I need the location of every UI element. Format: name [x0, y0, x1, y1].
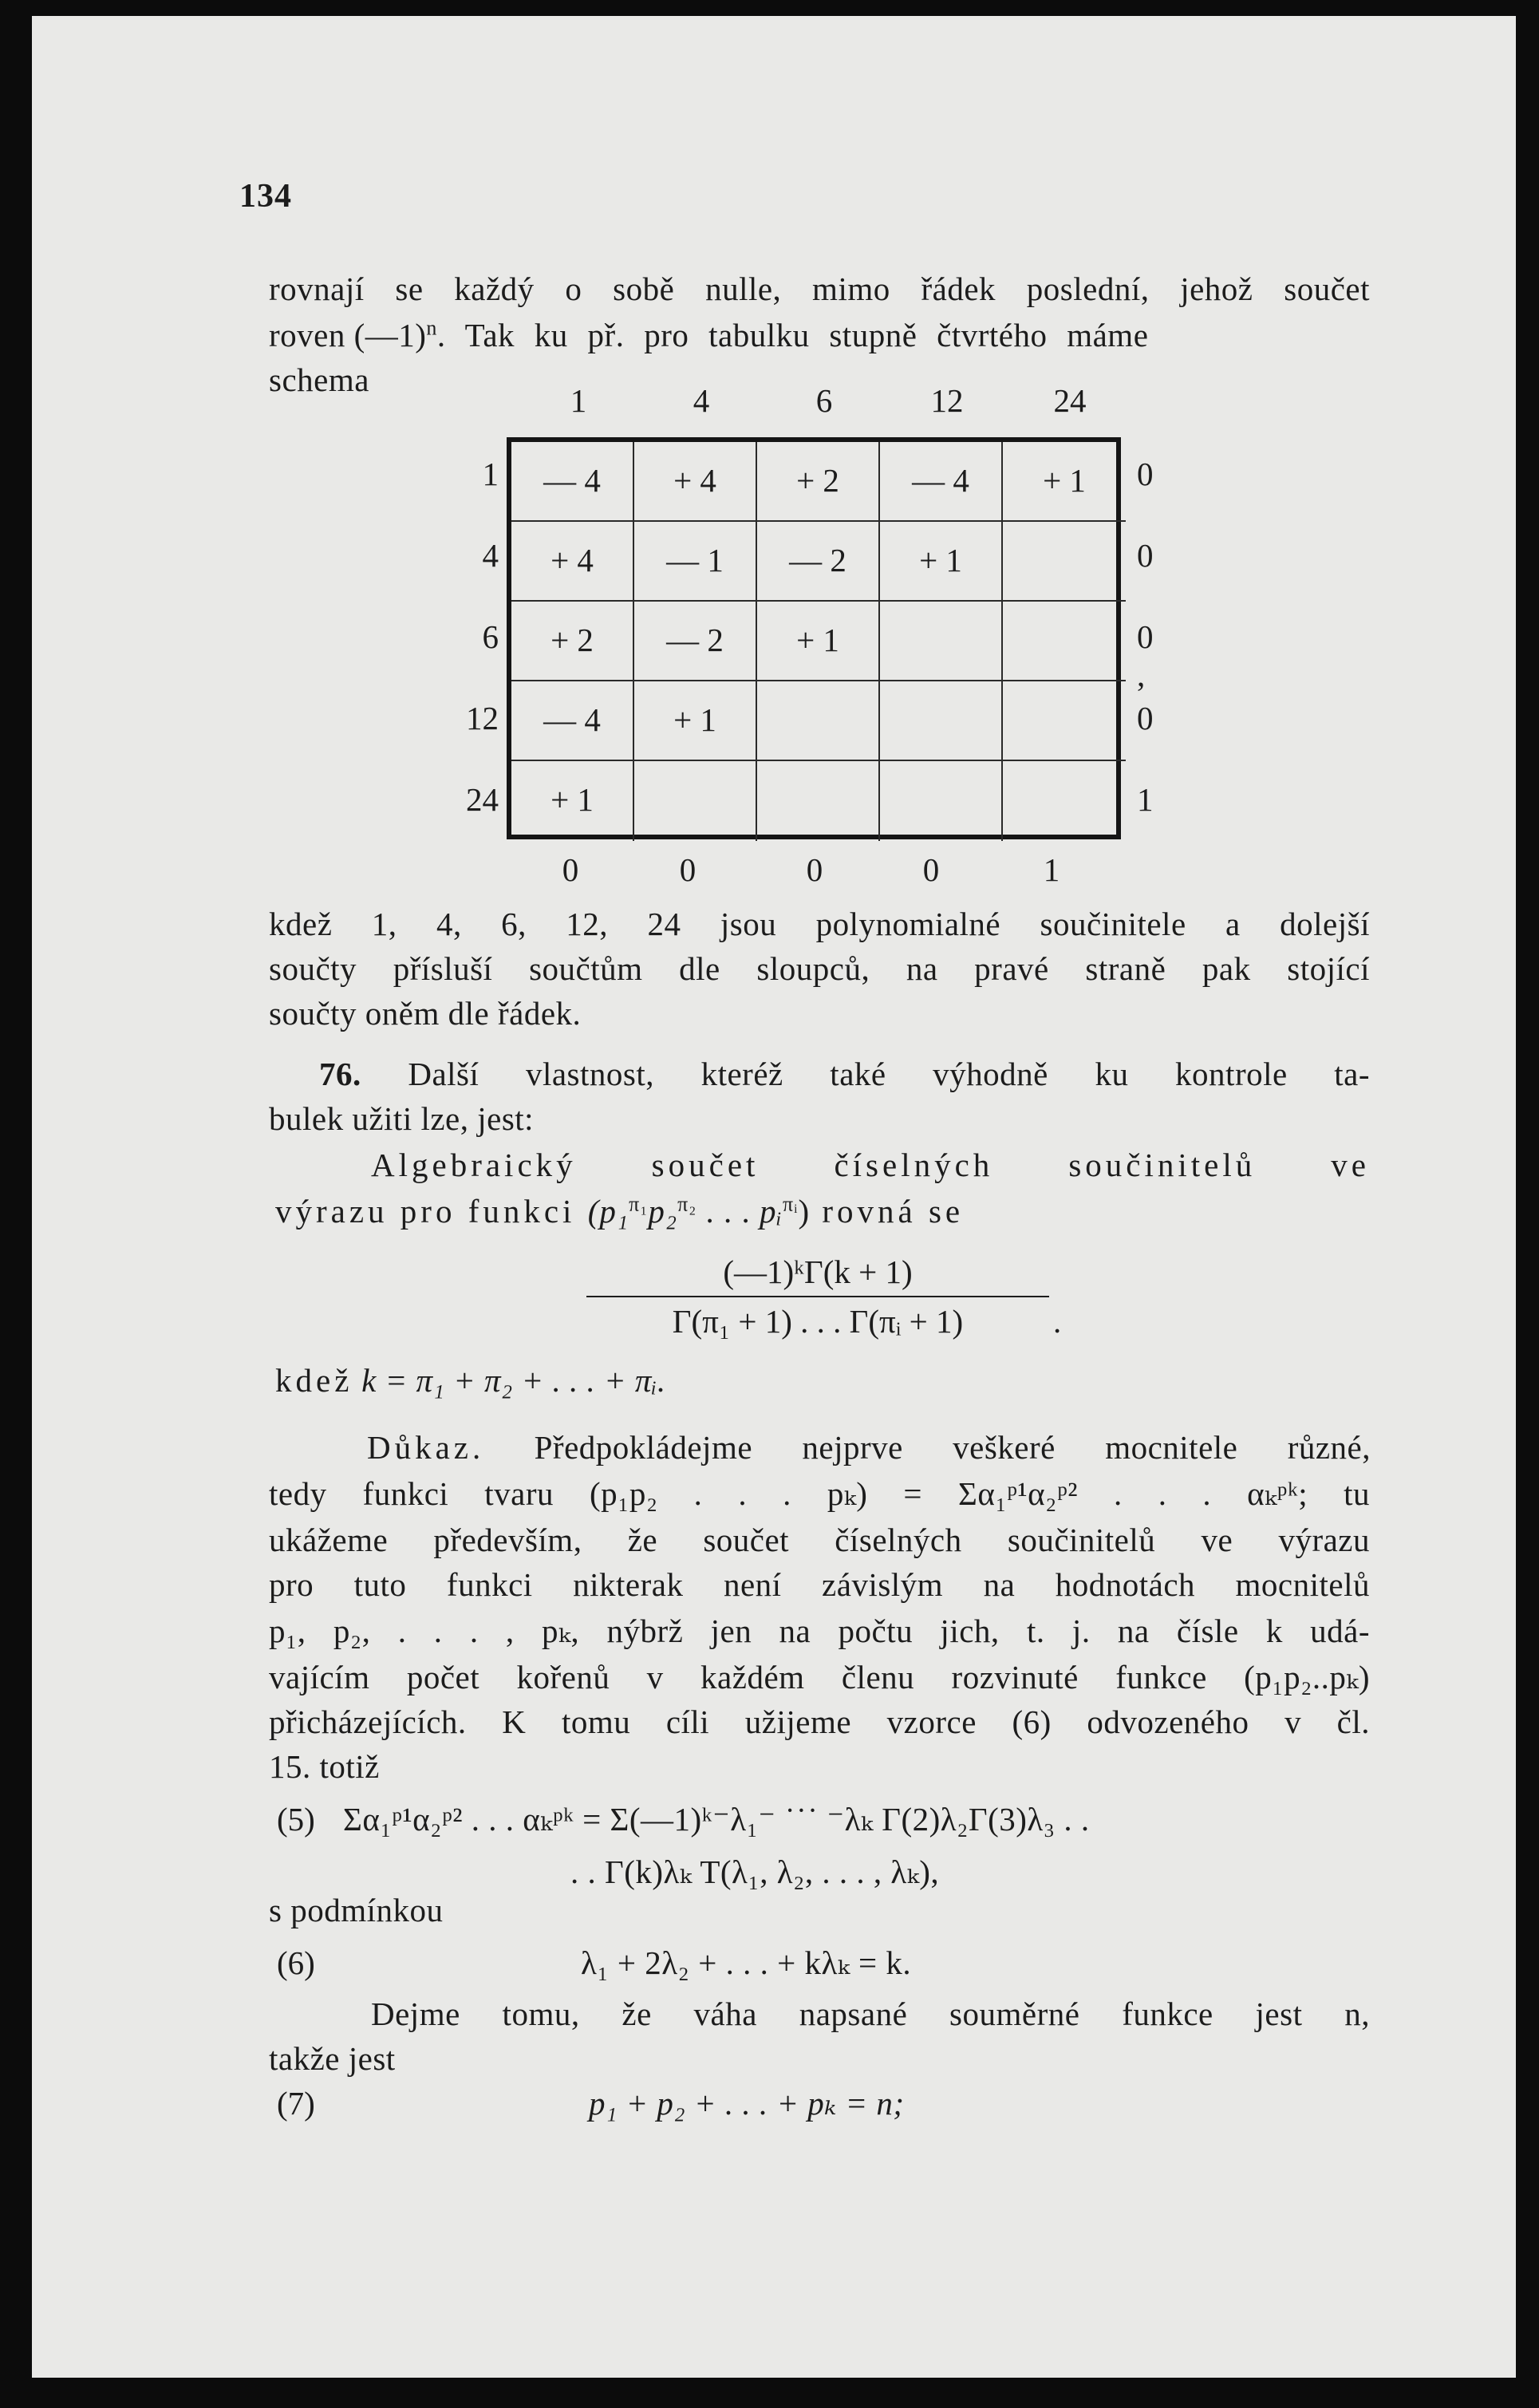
column-sum: 0: [679, 851, 696, 888]
grid-cell: [634, 761, 757, 841]
section-76-line-1: [319, 1055, 1370, 1093]
row-header: 4: [482, 537, 499, 574]
grid-cell: + 1: [757, 602, 880, 681]
proof-line-1: [367, 1428, 1371, 1467]
coefficient-sum-fraction: [586, 1253, 1049, 1340]
equation-7-label: (7): [277, 2085, 315, 2122]
equation-6: λ₁ + 2λ₂ + . . . + kλₖ = k.: [581, 1944, 912, 1981]
proof-line-3: ukážeme především, že součet číselných součinitelů ve výrazu: [269, 1522, 1370, 1558]
grid-cell: — 2: [757, 522, 880, 602]
proof-line-7: přicházejících. K tomu cíli užijeme vzorce (6) odvozeného v čl.: [269, 1703, 1370, 1740]
kdez-line: [275, 1361, 666, 1399]
section-number: 76.: [319, 1056, 361, 1092]
column-header: 6: [815, 382, 833, 419]
column-header: 24: [1053, 382, 1087, 419]
theorem-line-2-end: rovná se: [822, 1193, 965, 1230]
row-header: 24: [466, 781, 499, 818]
grid-cell: + 1: [880, 522, 1003, 602]
kdez-label: kdež: [275, 1362, 353, 1399]
equation-5-line-2: . . Γ(k)λₖ T(λ₁, λ₂, . . . , λₖ),: [570, 1853, 940, 1890]
equation-5-label: (5): [277, 1801, 315, 1838]
column-header: 4: [693, 382, 710, 419]
grid-cell: + 1: [1003, 442, 1126, 522]
row-sum: 0 ,: [1137, 618, 1154, 693]
proof-line-8: 15. totiž: [269, 1748, 380, 1785]
dejme-line-1: Dejme tomu, že váha napsané souměrné funkce jest n,: [371, 1995, 1370, 2032]
theorem-line-2-text: výrazu pro funkci: [275, 1193, 576, 1230]
equation-5-line-1: Σα₁ᵖ¹α₂ᵖ² . . . αₖᵖᵏ = Σ(—1)ᵏ⁻λ₁⁻ ˙˙˙ ⁻λₖ Γ(2)λ₂Γ(3)λ₃ . .: [343, 1801, 1090, 1838]
explanation-line-3: součty oněm dle řádek.: [269, 995, 582, 1032]
grid-cell: — 1: [634, 522, 757, 602]
column-sum: 0: [806, 851, 823, 888]
function-expression-start: (p₁: [587, 1193, 629, 1230]
equation-6-label: (6): [277, 1944, 315, 1981]
fraction-period: .: [1053, 1303, 1062, 1340]
grid-cell: [880, 761, 1003, 841]
proof-line-6: vajícím počet kořenů v každém členu rozvinuté funkce (p₁p₂..pₖ): [269, 1659, 1370, 1695]
section-text: Další vlastnost, kteréž také výhodně ku kontrole ta-: [408, 1056, 1371, 1092]
grid-cell: — 4: [511, 442, 634, 522]
grid-cell: + 1: [634, 681, 757, 761]
column-header: 12: [930, 382, 964, 419]
row-header: 1: [482, 456, 499, 492]
column-sum: 1: [1043, 851, 1060, 888]
grid-cell: [880, 681, 1003, 761]
intro-line-2a: roven (—1): [269, 317, 427, 353]
row-sum: 0: [1137, 456, 1154, 492]
explanation-line-2: součty přísluší součtům dle sloupců, na pravé straně pak stojící: [269, 950, 1370, 987]
intro-line-2: [269, 316, 1370, 354]
column-sum: 0: [922, 851, 940, 888]
row-sum: 0: [1137, 537, 1154, 574]
row-header: 6: [482, 618, 499, 655]
column-sum: 0: [562, 851, 579, 888]
grid-cell: + 2: [511, 602, 634, 681]
intro-line-2b: . Tak ku př. pro tabulku stupně čtvrtého máme: [436, 317, 1149, 353]
row-sum: 1: [1137, 781, 1154, 818]
proof-text: Předpokládejme nejprve veškeré mocnitele různé,: [534, 1429, 1371, 1466]
grid-cell: — 4: [880, 442, 1003, 522]
grid-cell: — 4: [511, 681, 634, 761]
explanation-line-1: kdež 1, 4, 6, 12, 24 jsou polynomialné součinitele a dolejší: [269, 906, 1370, 942]
grid-cell: [1003, 522, 1126, 602]
row-sum: 0: [1137, 700, 1154, 736]
proof-label: Důkaz.: [367, 1429, 485, 1466]
grid-cell: [757, 681, 880, 761]
dejme-line-2: takže jest: [269, 2040, 396, 2077]
column-header: 1: [570, 382, 587, 419]
grid-cell: + 2: [757, 442, 880, 522]
proof-line-4: pro tuto funkci nikterak není závislým na hodnotách mocnitelů: [269, 1566, 1370, 1603]
condition-label: s podmínkou: [269, 1892, 444, 1928]
grid-cell: + 4: [511, 522, 634, 602]
equation-7: p₁ + p₂ + . . . + pₖ = n;: [589, 2085, 905, 2122]
intro-line-3: schema: [269, 361, 369, 398]
grid-cell: [1003, 602, 1126, 681]
fraction-denominator: Γ(π₁ + 1) . . . Γ(πᵢ + 1): [672, 1303, 964, 1340]
grid-cell: [1003, 681, 1126, 761]
proof-line-2: tedy funkci tvaru (p₁p₂ . . . pₖ) = Σα₁ᵖ¹α₂ᵖ² . . . αₖᵖᵏ; tu: [269, 1475, 1370, 1512]
row-header: 12: [466, 700, 499, 736]
grid-cell: + 1: [511, 761, 634, 841]
grid-cell: [880, 602, 1003, 681]
kdez-expression: k = π₁ + π₂ + . . . + πᵢ.: [361, 1362, 666, 1399]
grid-cell: [1003, 761, 1126, 841]
theorem-line-2: [275, 1192, 964, 1230]
grid-cell: — 2: [634, 602, 757, 681]
grid-cell: [757, 761, 880, 841]
page-number: 134: [239, 178, 292, 215]
section-76-line-2: bulek užiti lze, jest:: [269, 1100, 535, 1137]
schema-grid: [507, 437, 1121, 839]
intro-exponent: n: [426, 316, 437, 340]
grid-cell: + 4: [634, 442, 757, 522]
function-expression: (p₁$^{\pi_1}$p₂$^{\pi_2}$ . . . pᵢ$^{\pi ᵢ}$): [587, 1192, 811, 1230]
proof-line-5: p₁, p₂, . . . , pₖ, nýbrž jen na počtu jich, t. j. na čísle k udá-: [269, 1613, 1370, 1649]
intro-line-1: rovnají se každý o sobě nulle, mimo řádek poslední, jehož součet: [269, 270, 1370, 307]
fraction-numerator: (—1)ᵏΓ(k + 1): [586, 1253, 1049, 1297]
theorem-line-1: Algebraický součet číselných součinitelů ve: [371, 1147, 1370, 1183]
